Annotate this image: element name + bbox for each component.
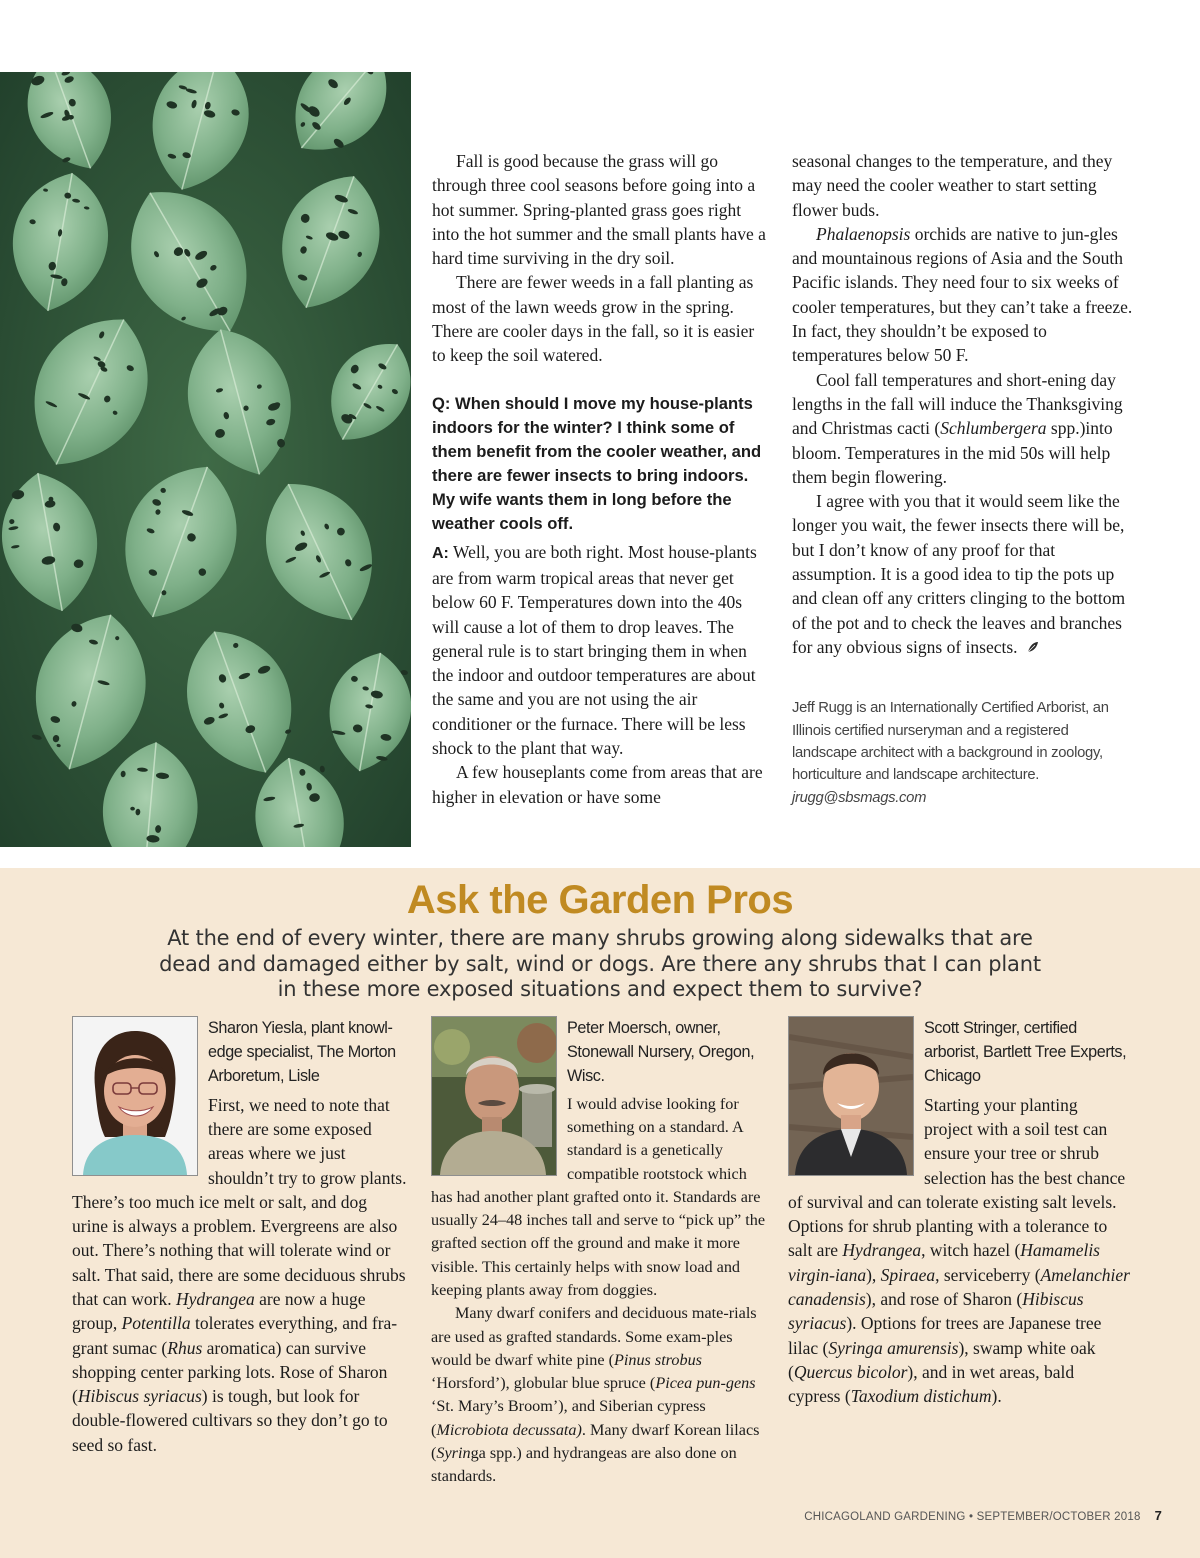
avatar [788,1016,914,1176]
paragraph: Fall is good because the grass will go through three cool seasons before going into a hot summer. Spring-planted grass goes right into the hot summer and the small plants have a hard time surviving in the dry soil. [432,151,766,269]
author-email[interactable]: jrugg@sbsmags.com [792,789,927,806]
species-name: Phalaenopsis [816,223,911,244]
page-footer [804,1508,1162,1523]
paragraph: There are fewer weeds in a fall planting as most of the lawn weeds grow in the spring. There are cooler days in the fall, so it is easier to keep the soil watered. [432,272,755,366]
species-name: Schlumbergera [940,418,1047,439]
paragraph-text: spp.)into bloom. Temperatures in the mid 50s will help them begin flowering. [792,418,1113,487]
reader-question: Q: When should I move my house-plants indoors for the winter? I think some of them benefit from the cooler weather, and there are fewer insects to bring indoors. My wife wants them in long before the weather cools off. [432,393,762,533]
avatar [431,1016,557,1176]
answer-paragraph [432,540,772,761]
pro-answer-scott [788,1016,1130,1408]
pro-answer-sharon [72,1016,407,1457]
pro-name: Sharon Yiesla, plant knowl-edge specialist, The Morton Arboretum, Lisle [208,1019,396,1086]
leaf-end-mark-icon [1026,640,1040,654]
paragraph-text: orchids are native to jun-gles and mountainous regions of Asia and the South Pacific islands. They need four to six weeks of cooler temperatures, but they can’t take a freeze. In fact, they shouldn’t be exposed to temperatures below 50 F. [792,223,1133,366]
article-column-2 [792,149,1137,809]
paragraph-text: I agree with you that it would seem like the longer you wait, the fewer insects there will be, but I don’t know of any proof for that assumption. It is a good idea to tip the pots up and clean off any critters clinging to the bottom of the pot and to check the leaves and branches for any obvious signs of insects. [792,491,1126,657]
paragraph [792,489,1137,659]
paragraph: seasonal changes to the temperature, and they may need the cooler weather to start setting flower buds. [792,151,1113,220]
leaf-damage-photo [0,72,411,847]
avatar [72,1016,198,1176]
pro-answer-text: Many dwarf conifers and deciduous mate-rials are used as grafted standards. Some exam-ples would be dwarf white pine (Pinus strobus ‘Horsford’), globular blue spruce (Picea pun-gens ‘St. Mary’s Broom’), and Siberian cypress (Microbiota decussata). Many dwarf Korean lilacs (Syringa spp.) and hydrangeas are also done on standards. [431,1304,760,1486]
publication-line: CHICAGOLAND GARDENING • SEPTEMBER/OCTOBER 2018 [804,1511,1141,1523]
paragraph-text: Cool fall temperatures and short-ening day lengths in the fall will induce the Thanksgiving and Christmas cacti ( [792,369,1123,439]
pro-name: Peter Moersch, owner, Stonewall Nursery, Oregon, Wisc. [567,1019,755,1086]
article-column-1 [432,149,772,809]
author-bio [792,697,1137,809]
answer-label: A: [432,544,449,562]
pro-answer-text: I would advise looking for something on a standard. A standard is a genetically compatible rootstock which has had another plant grafted onto it. Standards are usually 24–48 inches tall and serve to “pick up” the grafted section off the ground and make it more visible. This certainly helps with snow load and keeping plants away from doggies. [431,1094,766,1299]
paragraph [792,222,1137,368]
paragraph [792,368,1137,489]
section-question: At the end of every winter, there are many shrubs growing along sidewalks that are dead and damaged either by salt, wind or dogs. Are there any shrubs that I can plant in these more exposed situations and expect them to survive? [159,926,1041,1002]
answer-text: Well, you are both right. Most house-plants are from warm tropical areas that never get below 60 F. Temperatures down into the 40s will cause a lot of them to drop leaves. The general rule is to start bringing them in when the indoor and outdoor temperatures are about the same and you are not using the air conditioner or the furnace. There will be less shock to the plant that way. [432,541,757,759]
pro-answer-text: Starting your planting project with a soil test can ensure your tree or shrub selection has the best chance of survival and can tolerate existing salt levels. Options for shrub planting with a tolerance to salt are Hydrangea, witch hazel (Hamamelis virgin-iana), Spiraea, serviceberry (Amelanchier canadensis), and rose of Sharon (Hibiscus syriacus). Options for trees are Japanese tree lilac (Syringa amurensis), swamp white oak (Quercus bicolor), and in wet areas, bald cypress (Taxodium distichum). [788,1094,1130,1407]
pro-answer-peter [431,1016,771,1489]
pro-name: Scott Stringer, certified arborist, Bartlett Tree Experts, Chicago [924,1019,1127,1086]
section-title: Ask the Garden Pros [406,878,794,922]
page-number: 7 [1154,1508,1162,1523]
pro-answer-text: First, we need to note that there are some exposed areas where we just shouldn’t try to grow plants. There’s too much ice melt or salt, and dog urine is always a problem. Evergreens are also out. There’s nothing that will tolerate wind or salt. That said, there are some deciduous shrubs that can work. Hydrangea are now a huge group, Potentilla tolerates everything, and fra-grant sumac (Rhus aromatica) can survive shopping center parking lots. Rose of Sharon (Hibiscus syriacus) is tough, but look for double-flowered cultivars so they don’t go to seed so fast. [72,1094,407,1455]
paragraph: A few houseplants come from areas that are higher in elevation or have some [432,762,763,807]
author-bio-text: Jeff Rugg is an Internationally Certified Arborist, an Illinois certified nurseryman and a registered landscape architect with a background in zoology, horticulture and landscape architecture. [792,700,1109,784]
